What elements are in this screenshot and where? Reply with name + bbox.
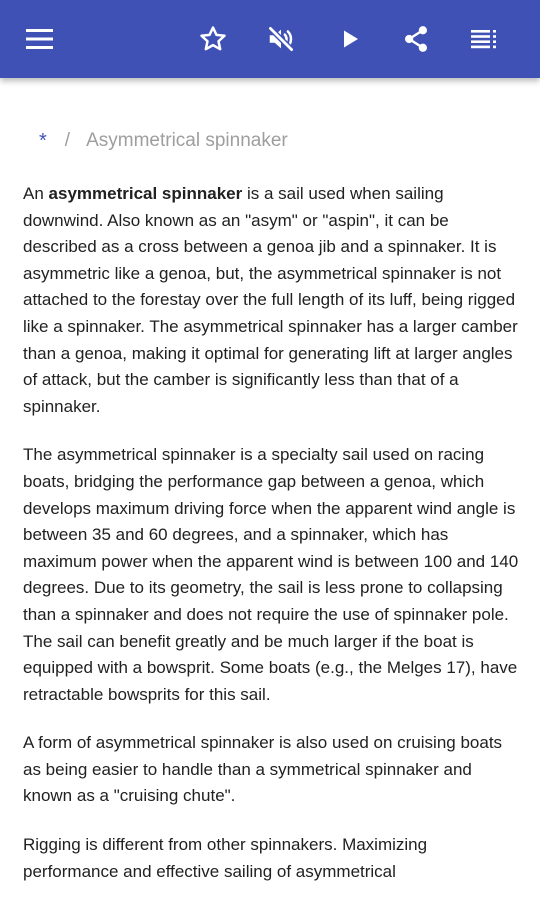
app-bar	[0, 0, 540, 78]
article-paragraph: A form of asymmetrical spinnaker is also used on cruising boats as being easier to handle than a symmetrical spinnaker and known as a "cruising chute".	[23, 733, 503, 806]
volume-off-icon	[266, 24, 296, 54]
menu-button[interactable]	[20, 19, 60, 59]
article-paragraph: Rigging is different from other spinnakers. Maximizing performance and effective sailing of asymmetrical	[23, 835, 428, 881]
mute-button[interactable]	[261, 19, 301, 59]
favorite-button[interactable]	[193, 19, 233, 59]
breadcrumb-separator: /	[64, 130, 71, 151]
article-text: An	[23, 184, 49, 203]
play-button[interactable]	[330, 19, 370, 59]
breadcrumb-current: Asymmetrical spinnaker	[86, 130, 288, 151]
article-term: asymmetrical spinnaker	[48, 184, 243, 203]
article-paragraph	[23, 181, 523, 420]
share-button[interactable]	[396, 19, 436, 59]
article-body	[23, 181, 523, 900]
breadcrumb	[39, 128, 288, 154]
star-icon	[198, 24, 228, 54]
toc-icon	[470, 28, 498, 50]
article-content[interactable]	[0, 78, 540, 900]
table-of-contents-button[interactable]	[464, 19, 504, 59]
share-icon	[401, 24, 431, 54]
article-text: is a sail used when sailing downwind. Also known as an "asym" or "aspin", it can be described as a cross between a genoa jib and a spinnaker. It is asymmetric like a genoa, but, the asymmetrical spinnaker is not attached to the forestay over the full length of its luff, being rigged like a spinnaker. The asymmetrical spinnaker has a larger camber than a genoa, making it optimal for generating lift at larger angles of attack, but the camber is significantly less than that of a spinnaker.	[23, 184, 518, 416]
article-paragraph: The asymmetrical spinnaker is a specialty sail used on racing boats, bridging the performance gap between a genoa, which develops maximum driving force when the apparent wind angle is between 35 and 60 degrees, and a spinnaker, which has maximum power when the apparent wind is between 100 and 140 degrees. Due to its geometry, the sail is less prone to collapsing than a spinnaker and does not require the use of spinnaker pole. The sail can benefit greatly and be much larger if the boat is equipped with a bowsprit. Some boats (e.g., the Melges 17), have retractable bowsprits for this sail.	[23, 445, 519, 704]
breadcrumb-home-link[interactable]: *	[39, 129, 47, 152]
play-icon	[338, 27, 362, 51]
menu-icon	[26, 28, 54, 50]
